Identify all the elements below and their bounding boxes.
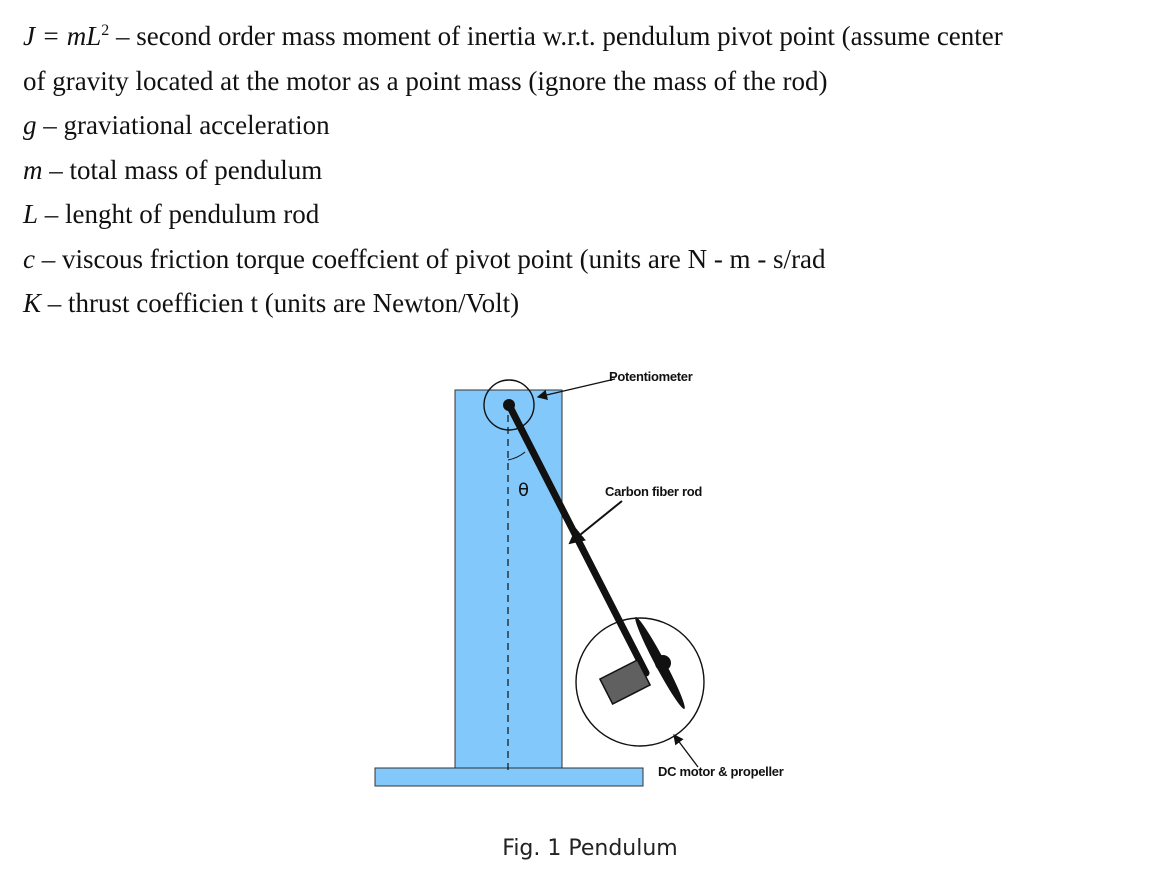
carbon-fiber-rod-label: Carbon fiber rod	[605, 484, 703, 499]
definition-j-text: – second order mass moment of inertia w.r.t. pendulum pivot point (assume center	[109, 21, 1003, 51]
symbol-l: L	[23, 199, 39, 229]
theta-angle-label: θ	[518, 480, 529, 501]
definition-l-text: – lenght of pendulum rod	[38, 199, 320, 229]
definition-l	[23, 192, 1143, 237]
definition-k-text: – thrust coefficien t (units are Newton/Volt)	[41, 288, 520, 318]
definition-j-continued	[23, 59, 1143, 104]
definition-j-continued-text: of gravity located at the motor as a point mass (ignore the mass of the rod)	[23, 65, 828, 96]
pendulum-diagram	[360, 355, 820, 805]
symbol-k: K	[23, 288, 42, 318]
equation-exponent: 2	[101, 22, 110, 39]
potentiometer-label: Potentiometer	[609, 369, 693, 384]
definition-g	[23, 103, 1143, 148]
definition-k	[23, 281, 1143, 326]
definition-j	[23, 14, 1143, 59]
definition-m	[23, 148, 1143, 193]
support-column	[455, 390, 562, 770]
inertia-equation: = mL	[34, 21, 102, 51]
definition-c-text: – viscous friction torque coeffcient of pivot point (units are N - m - s/rad	[34, 243, 826, 274]
motor-hub	[655, 655, 671, 671]
dc-motor-propeller-label: DC motor & propeller	[658, 764, 784, 779]
motor-leader	[674, 735, 698, 767]
symbol-g: g	[23, 110, 37, 140]
potentiometer-leader	[538, 379, 615, 397]
figure-caption: Fig. 1 Pendulum	[502, 836, 678, 861]
symbol-j: J	[23, 21, 35, 51]
symbol-c: c	[23, 243, 35, 274]
symbol-m: m	[23, 154, 43, 185]
base-plate	[375, 768, 643, 786]
definition-m-text: – total mass of pendulum	[42, 154, 323, 185]
definition-g-text: – graviational acceleration	[36, 110, 330, 140]
rod-leader	[570, 501, 622, 543]
definitions-list	[23, 14, 1143, 326]
pendulum-figure	[360, 355, 820, 805]
definition-c	[23, 237, 1143, 282]
